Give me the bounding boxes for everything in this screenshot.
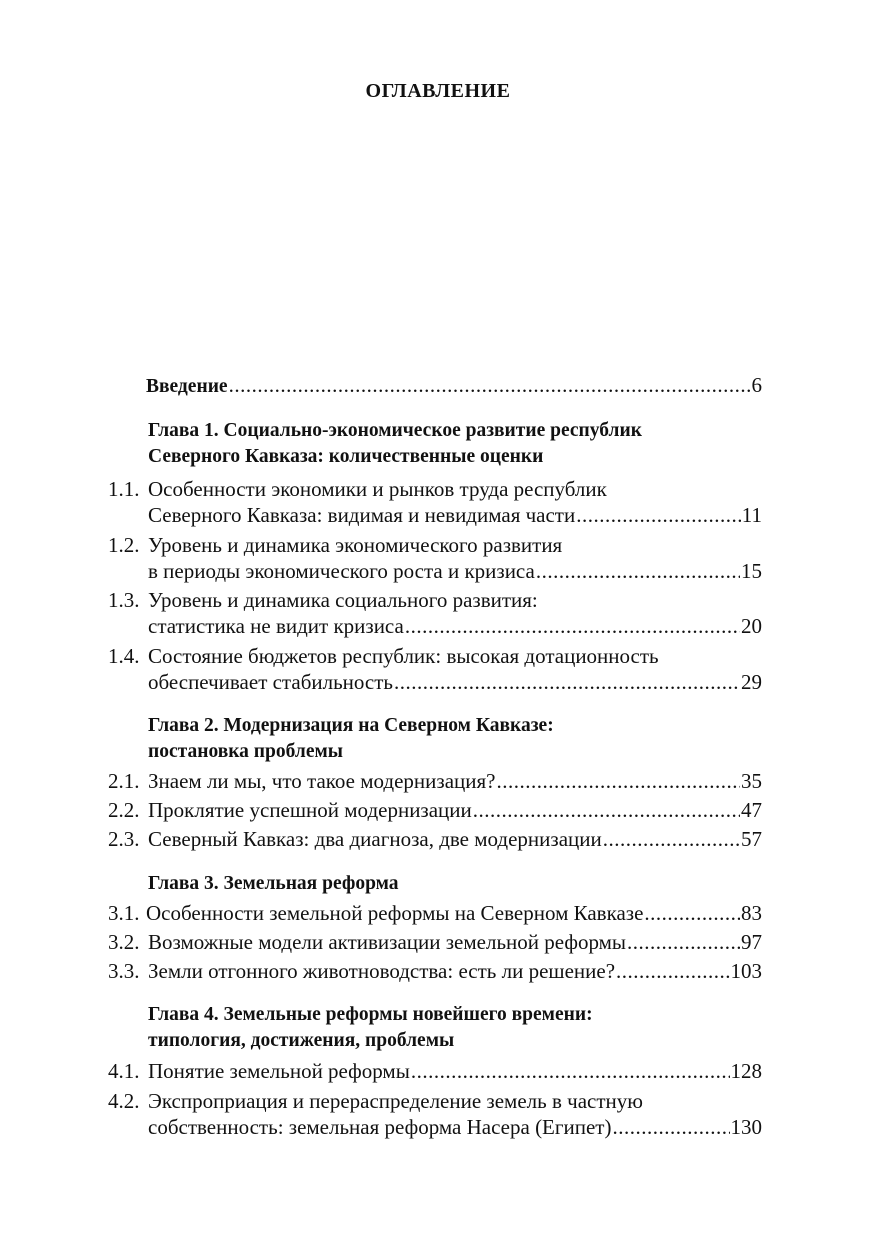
dot-leader — [496, 768, 740, 794]
toc-page-number: 15 — [741, 559, 762, 583]
toc-entry-3-3[interactable] — [148, 958, 762, 984]
chapter-2-title-line2[interactable]: постановка проблемы — [148, 741, 343, 762]
section-title-line2: собственность: земельная реформа Насера (Египет) — [148, 1115, 612, 1139]
section-number: 4.1. — [108, 1059, 140, 1083]
toc-entry-2-2[interactable] — [148, 797, 762, 823]
dot-leader — [229, 372, 751, 398]
section-number: 1.2. — [108, 533, 140, 557]
section-title-line1[interactable]: Особенности экономики и рынков труда республик — [148, 477, 607, 501]
toc-entry-4-2[interactable] — [148, 1114, 762, 1140]
dot-leader — [616, 958, 729, 984]
section-number: 3.2. — [108, 930, 140, 954]
toc-page-number: 20 — [741, 614, 762, 638]
section-title: Знаем ли мы, что такое модернизация? — [148, 769, 496, 793]
chapter-4-title-line1[interactable]: Глава 4. Земельные реформы новейшего времени: — [148, 1004, 593, 1025]
section-title-line1[interactable]: Уровень и динамика экономического развития — [148, 533, 563, 557]
chapter-3-title[interactable]: Глава 3. Земельная реформа — [148, 873, 399, 894]
toc-page-number: 103 — [730, 959, 762, 983]
section-title: Понятие земельной реформы — [148, 1059, 410, 1083]
section-title: Северный Кавказ: два диагноза, две модернизации — [148, 827, 602, 851]
toc-entry-2-1[interactable] — [148, 768, 762, 794]
toc-entry-2-3[interactable] — [148, 826, 762, 852]
section-title-line2: обеспечивает стабильность — [148, 670, 394, 694]
page-title: ОГЛАВЛЕНИЕ — [365, 80, 511, 102]
toc-page-number: 57 — [741, 827, 762, 851]
toc-page-number: 6 — [751, 373, 762, 397]
section-title-line1[interactable]: Экспроприация и перераспределение земель в частную — [148, 1089, 643, 1113]
dot-leader — [644, 900, 740, 926]
dot-leader — [627, 929, 740, 955]
chapter-1-title-line2[interactable]: Северного Кавказа: количественные оценки — [148, 446, 544, 467]
section-number: 1.1. — [108, 477, 140, 501]
toc-entry-3-2[interactable] — [148, 929, 762, 955]
section-number: 2.2. — [108, 798, 140, 822]
toc-page-number: 29 — [741, 670, 762, 694]
dot-leader — [394, 669, 740, 695]
section-title-line1[interactable]: Уровень и динамика социального развития: — [148, 588, 538, 612]
section-number: 3.1. — [108, 901, 140, 925]
toc-page-number: 11 — [741, 503, 762, 527]
dot-leader — [576, 502, 741, 528]
section-title: Особенности земельной реформы на Северном Кавказе — [146, 901, 644, 925]
toc-entry-1-1[interactable] — [148, 502, 762, 528]
chapter-1-title-line1[interactable]: Глава 1. Социально-экономическое развитие республик — [148, 420, 642, 441]
dot-leader — [473, 797, 740, 823]
section-title-line2: в периоды экономического роста и кризиса — [148, 559, 535, 583]
toc-entry-4-1[interactable] — [148, 1058, 762, 1084]
toc-entry-intro[interactable] — [146, 372, 762, 400]
section-title: Возможные модели активизации земельной реформы — [148, 930, 627, 954]
toc-page-number: 128 — [730, 1059, 762, 1083]
chapter-2-title-line1[interactable]: Глава 2. Модернизация на Северном Кавказе: — [148, 715, 554, 736]
section-number: 2.3. — [108, 827, 140, 851]
toc-entry-1-3[interactable] — [148, 613, 762, 639]
section-number: 3.3. — [108, 959, 140, 983]
dot-leader — [536, 558, 740, 584]
dot-leader — [411, 1058, 730, 1084]
section-title-line2: статистика не видит кризиса — [148, 614, 404, 638]
section-number: 1.4. — [108, 644, 140, 668]
section-number: 1.3. — [108, 588, 140, 612]
dot-leader — [603, 826, 740, 852]
toc-page-number: 97 — [741, 930, 762, 954]
section-number: 4.2. — [108, 1089, 140, 1113]
toc-entry-1-2[interactable] — [148, 558, 762, 584]
toc-page-number: 83 — [741, 901, 762, 925]
section-title-line1[interactable]: Состояние бюджетов республик: высокая дотационность — [148, 644, 659, 668]
toc-entry-1-4[interactable] — [148, 669, 762, 695]
section-title-line2: Северного Кавказа: видимая и невидимая части — [148, 503, 576, 527]
toc-entry-3-1[interactable] — [146, 900, 762, 926]
dot-leader — [612, 1114, 729, 1140]
section-title: Земли отгонного животноводства: есть ли решение? — [148, 959, 616, 983]
toc-entry-label: Введение — [146, 376, 228, 397]
dot-leader — [405, 613, 740, 639]
toc-page-number: 130 — [730, 1115, 762, 1139]
section-number: 2.1. — [108, 769, 140, 793]
section-title: Проклятие успешной модернизации — [148, 798, 472, 822]
chapter-4-title-line2[interactable]: типология, достижения, проблемы — [148, 1030, 455, 1051]
toc-page-number: 35 — [741, 769, 762, 793]
toc-page-number: 47 — [741, 798, 762, 822]
